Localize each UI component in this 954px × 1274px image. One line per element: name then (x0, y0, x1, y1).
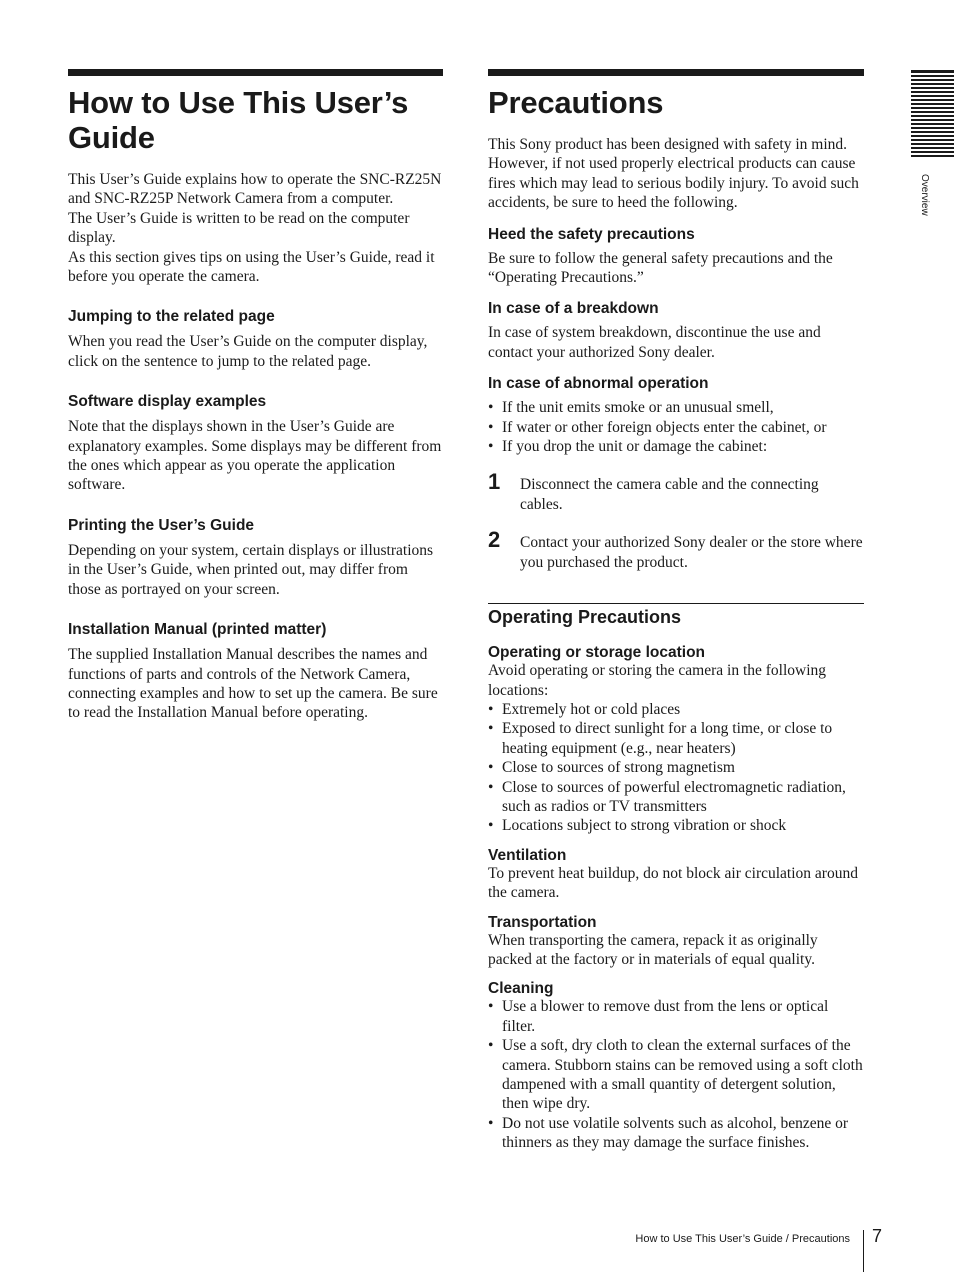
section-tab-stripes (911, 70, 954, 160)
section-safety (488, 225, 864, 288)
step-2 (488, 527, 864, 572)
left-column (68, 69, 443, 723)
intro-paragraph: This User’s Guide explains how to operate the SNC-RZ25N and SNC-RZ25P Network Camera from a computer. (68, 171, 442, 208)
section-body: To prevent heat buildup, do not block air circulation around the camera. (488, 864, 858, 902)
section-software-display (68, 392, 443, 495)
footer-running-title: How to Use This User’s Guide / Precautions (635, 1233, 850, 1245)
section-transportation (488, 914, 864, 970)
section-body: In case of system breakdown, discontinue the use and contact your authorized Sony dealer. (488, 324, 821, 361)
section-jumping (68, 307, 443, 371)
section-body: The supplied Installation Manual describes the names and functions of parts and controls of the Network Camera, connecting examples and how to set up the camera. Be sure to read the Installation Manual before operating. (68, 646, 438, 722)
section-body: When transporting the camera, repack it as originally packed at the factory or in materials of equal quality. (488, 931, 818, 968)
list-item: • Extremely hot or cold places (488, 700, 864, 719)
section-body: Be sure to follow the general safety precautions and the “Operating Precautions.” (488, 249, 833, 287)
section-heading: Installation Manual (printed matter) (68, 621, 327, 639)
page-title: How to Use This User’s Guide (68, 85, 409, 155)
precautions-intro: This Sony product has been designed with safety in mind. However, if not used properly electrical products can cause fires which may lead to serious bodily injury. To avoid such accidents, be sure to heed the following. (488, 136, 859, 212)
precautions-title: Precautions (488, 85, 664, 120)
step-number: 1 (488, 469, 501, 495)
section-heading: Printing the User’s Guide (68, 516, 255, 534)
section-heading: Jumping to the related page (68, 308, 275, 326)
step-1 (488, 469, 864, 514)
list-item: • If water or other foreign objects enter the cabinet, or (488, 418, 864, 437)
operating-precautions-rule (488, 603, 864, 604)
abnormal-list (488, 398, 864, 456)
section-heading: In case of abnormal operation (488, 375, 709, 393)
subsection-heading: Operating or storage location (488, 644, 706, 662)
list-item: • Use a soft, dry cloth to clean the external surfaces of the camera. Stubborn stains can be removed using a soft cloth dampened with a small quantity of detergent solution, then wipe dry. (488, 1036, 864, 1114)
section-heading: In case of a breakdown (488, 300, 659, 318)
step-number: 2 (488, 527, 501, 553)
subsection-heading: Cleaning (488, 980, 554, 998)
section-installation-manual (68, 620, 443, 723)
subsection-heading: Ventilation (488, 846, 567, 864)
operating-precautions-heading: Operating Precautions (488, 607, 682, 628)
section-body: Depending on your system, certain displays or illustrations in the User’s Guide, when printed out, may differ from those as portrayed on your screen. (68, 541, 434, 598)
list-item: • Locations subject to strong vibration or shock (488, 816, 864, 835)
section-heading: Heed the safety precautions (488, 225, 695, 243)
section-ventilation (488, 847, 864, 903)
right-column (488, 69, 864, 1153)
section-location (488, 644, 864, 836)
section-breakdown (488, 299, 864, 362)
footer-divider (863, 1230, 864, 1272)
intro-paragraph: As this section gives tips on using the User’s Guide, read it before you operate the camera. (68, 248, 435, 286)
list-item: • Use a blower to remove dust from the lens or optical filter. (488, 997, 864, 1036)
section-cleaning (488, 980, 864, 1152)
intro-paragraph: The User’s Guide is written to be read on the computer display. (68, 209, 410, 247)
subsection-heading: Transportation (488, 913, 597, 931)
intro-block (68, 170, 443, 286)
list-item: • Exposed to direct sunlight for a long time, or close to heating equipment (e.g., near heaters) (488, 719, 864, 758)
section-body: Avoid operating or storing the camera in the following locations: (488, 662, 827, 699)
title-rule (68, 69, 443, 76)
list-item: • If you drop the unit or damage the cabinet: (488, 437, 864, 456)
step-text: Contact your authorized Sony dealer or the store where you purchased the product. (520, 534, 863, 571)
section-printing (68, 516, 443, 599)
section-abnormal (488, 374, 864, 572)
list-item: • Do not use volatile solvents such as alcohol, benzene or thinners as they may damage the surface finishes. (488, 1114, 864, 1153)
cleaning-list (488, 997, 864, 1152)
title-rule (488, 69, 864, 76)
list-item: • Close to sources of strong magnetism (488, 758, 864, 777)
section-body: When you read the User’s Guide on the computer display, click on the sentence to jump to the related page. (68, 333, 428, 370)
location-list (488, 700, 864, 836)
list-item: • If the unit emits smoke or an unusual smell, (488, 398, 864, 417)
section-tab-label: Overview (919, 174, 930, 216)
section-heading: Software display examples (68, 393, 267, 411)
page-number: 7 (872, 1226, 883, 1246)
step-text: Disconnect the camera cable and the connecting cables. (520, 476, 819, 513)
list-item: • Close to sources of powerful electromagnetic radiation, such as radios or TV transmitters (488, 778, 864, 817)
section-body: Note that the displays shown in the User’s Guide are explanatory examples. Some displays may be different from the ones which appear as you operate the application software. (68, 418, 442, 494)
